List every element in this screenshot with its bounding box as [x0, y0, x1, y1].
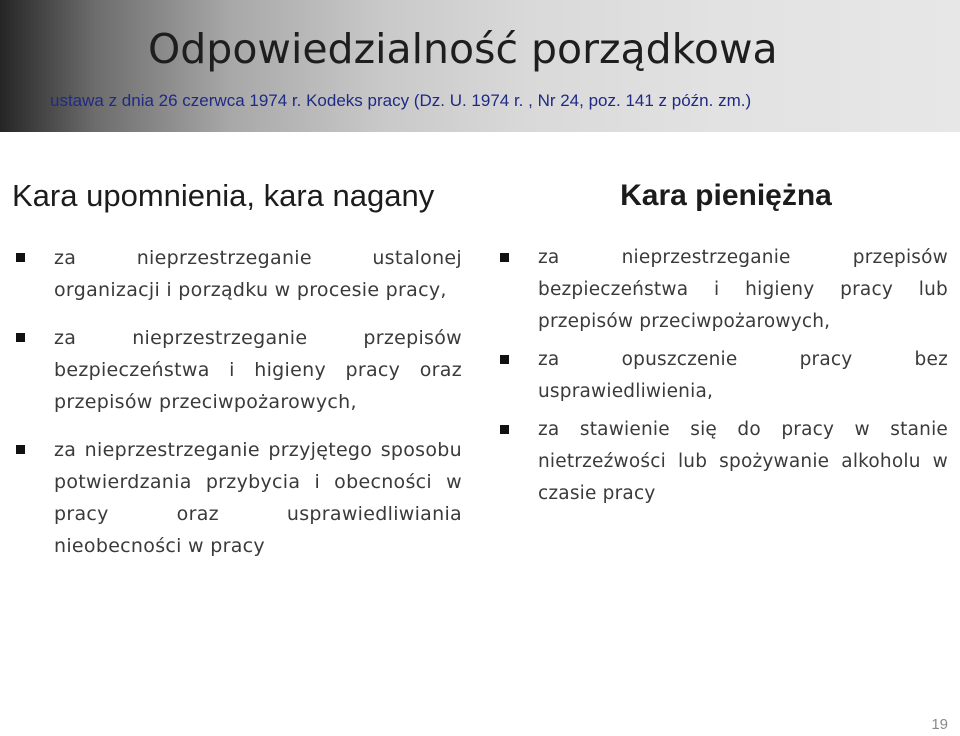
right-column: [498, 170, 948, 516]
right-bullet-list: [498, 242, 948, 510]
square-bullet-icon: [16, 333, 25, 342]
list-item: [498, 414, 948, 510]
list-item: [14, 322, 462, 418]
left-column-heading: Kara upomnienia, kara nagany: [12, 178, 435, 213]
square-bullet-icon: [500, 253, 509, 262]
list-item: [14, 434, 462, 562]
square-bullet-icon: [16, 445, 25, 454]
list-item-text: za nieprzestrzeganie ustalonej organizacji i porządku w procesie pracy,: [54, 247, 462, 301]
slide-header: [0, 0, 960, 132]
list-item-text: za stawienie się do pracy w stanie nietrzeźwości lub spożywanie alkoholu w czasie pracy: [538, 419, 948, 504]
list-item-text: za nieprzestrzeganie przyjętego sposobu potwierdzania przybycia i obecności w pracy oraz usprawiedliwiania nieobecności w pracy: [54, 439, 462, 557]
list-item: [498, 344, 948, 408]
square-bullet-icon: [500, 355, 509, 364]
slide-subtitle: ustawa z dnia 26 czerwca 1974 r. Kodeks pracy (Dz. U. 1974 r. , Nr 24, poz. 141 z późn. zm.): [50, 91, 752, 110]
left-column: [14, 170, 462, 578]
list-item-text: za opuszczenie pracy bez usprawiedliwienia,: [538, 349, 948, 402]
square-bullet-icon: [500, 425, 509, 434]
list-item: [498, 242, 948, 338]
list-item-text: za nieprzestrzeganie przepisów bezpieczeństwa i higieny pracy oraz przepisów przeciwpożarowych,: [54, 327, 462, 413]
square-bullet-icon: [16, 253, 25, 262]
right-column-heading: Kara pieniężna: [620, 179, 832, 212]
list-item: [14, 242, 462, 306]
left-bullet-list: [14, 242, 462, 562]
list-item-text: za nieprzestrzeganie przepisów bezpieczeństwa i higieny pracy lub przepisów przeciwpożarowych,: [538, 247, 948, 332]
page-number: 19: [931, 716, 948, 733]
slide-title: Odpowiedzialność porządkowa: [148, 25, 778, 73]
